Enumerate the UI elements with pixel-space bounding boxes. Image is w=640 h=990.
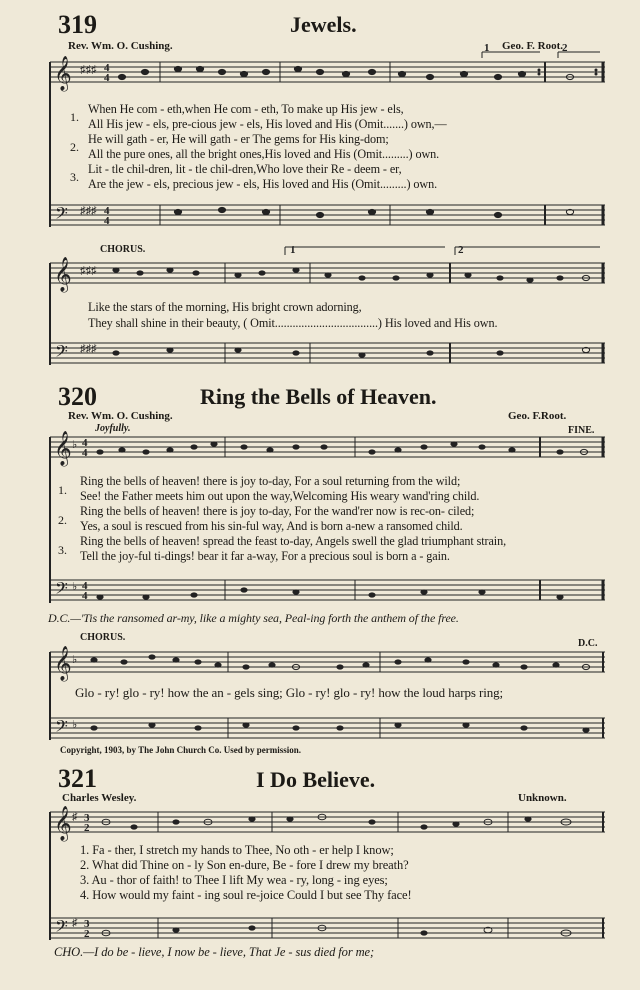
svg-text:♯♯♯: ♯♯♯ xyxy=(80,343,97,355)
words-credit: Charles Wesley. xyxy=(62,792,137,804)
lyric-line: Are the jew - els, precious jew - els, His loved and His (Omit.........) own. xyxy=(88,177,438,191)
svg-text:♯: ♯ xyxy=(72,811,78,823)
chorus-label: CHORUS. xyxy=(100,244,146,255)
hymn-number: 319 xyxy=(58,10,97,39)
svg-text:♯♯♯: ♯♯♯ xyxy=(80,64,97,76)
svg-text:♯♯♯: ♯♯♯ xyxy=(80,265,97,277)
hymn-title: I Do Believe. xyxy=(256,767,376,792)
svg-text:𝄢: 𝄢 xyxy=(55,203,68,227)
svg-text:2: 2 xyxy=(458,244,464,256)
svg-text:3: 3 xyxy=(84,918,90,930)
svg-text:𝄞: 𝄞 xyxy=(54,806,72,841)
svg-text:4: 4 xyxy=(104,72,110,84)
lyric-line: Ring the bells of heaven! there is joy to-day, For the wand'rer now is rec-on- ciled; xyxy=(80,504,475,518)
lyric-line: Lit - tle chil-dren, lit - tle chil-dren,Who love their Re - deem - er, xyxy=(88,162,402,176)
tempo-marking: Joyfully. xyxy=(95,423,131,434)
dc-marking: D.C. xyxy=(578,638,598,649)
lyric-line: All His jew - els, pre-cious jew - els, His loved and His (Omit.......) own,— xyxy=(88,117,447,131)
verse-number: 2. xyxy=(70,140,79,154)
svg-text:♭: ♭ xyxy=(72,439,78,451)
lyric-line: Tell the joy-ful ti-dings! bear it far a-way, For a precious soul is born a - gain. xyxy=(80,549,450,563)
svg-text:𝄞: 𝄞 xyxy=(54,56,72,91)
svg-text:4: 4 xyxy=(82,447,88,459)
svg-text:𝄞: 𝄞 xyxy=(54,646,72,681)
lyric-line: 3. Au - thor of faith! to Thee I lift My wea - ry, long - ing eyes; xyxy=(80,873,388,887)
cho-line: CHO.—I do be - lieve, I now be - lieve, That Je - sus died for me; xyxy=(54,945,375,959)
music-credit: Geo. F. Root. xyxy=(502,40,564,52)
hymn-title: Jewels. xyxy=(290,12,357,37)
verse-number: 3. xyxy=(58,543,67,557)
lyric-line: He will gath - er, He will gath - er The gems for His king-dom; xyxy=(88,132,389,146)
svg-text:𝄢: 𝄢 xyxy=(55,916,68,940)
hymn-number: 321 xyxy=(58,764,97,793)
lyric-line: When He com - eth,when He com - eth, To make up His jew - els, xyxy=(88,102,404,116)
svg-text:3: 3 xyxy=(84,812,90,824)
verse-number: 2. xyxy=(58,513,67,527)
svg-text:2: 2 xyxy=(84,928,90,940)
chorus-line: Like the stars of the morning, His bright crown adorning, xyxy=(88,300,362,314)
svg-text:4: 4 xyxy=(104,215,110,227)
chorus-line: Glo - ry! glo - ry! how the an - gels sing; Glo - ry! glo - ry! how the loud harps ring; xyxy=(75,685,504,700)
svg-text:♭: ♭ xyxy=(72,654,78,666)
hymn-title: Ring the Bells of Heaven. xyxy=(200,384,437,409)
svg-text:2: 2 xyxy=(562,42,568,54)
svg-text:♯: ♯ xyxy=(72,917,78,929)
verse-number: 3. xyxy=(70,170,79,184)
svg-text:4: 4 xyxy=(82,580,88,592)
svg-text:1: 1 xyxy=(290,244,296,256)
hymn-number: 320 xyxy=(58,382,97,411)
chorus-line: They shall shine in their beauty, ( Omit...................................) His loved and His own. xyxy=(88,316,498,330)
lyric-line: 4. How would my faint - ing soul re-joice Could I but see Thy face! xyxy=(80,888,412,902)
svg-text:𝄢: 𝄢 xyxy=(55,341,68,365)
chorus-label: CHORUS. xyxy=(80,632,126,643)
svg-text:4: 4 xyxy=(104,62,110,74)
svg-text:𝄢: 𝄢 xyxy=(55,716,68,740)
svg-text:4: 4 xyxy=(82,590,88,602)
music-credit: Unknown. xyxy=(518,792,567,804)
lyric-line: 1. Fa - ther, I stretch my hands to Thee, No oth - er help I know; xyxy=(80,843,394,857)
svg-text:𝄞: 𝄞 xyxy=(54,431,72,466)
svg-text:♯♯♯: ♯♯♯ xyxy=(80,205,97,217)
lyric-line: Ring the bells of heaven! there is joy to-day, For a soul returning from the wild; xyxy=(80,474,461,488)
lyric-line: Yes, a soul is rescued from his sin-ful way, And is born a-new a ransomed child. xyxy=(80,519,463,533)
music-credit: Geo. F.Root. xyxy=(508,410,567,422)
lyric-line: See! the Father meets him out upon the way,Welcoming His weary wand'ring child. xyxy=(80,489,480,503)
svg-text:4: 4 xyxy=(104,205,110,217)
lyric-line: 2. What did Thine on - ly Son en-dure, Be - fore I drew my breath? xyxy=(80,858,409,872)
words-credit: Rev. Wm. O. Cushing. xyxy=(68,410,173,422)
lyric-line: All the pure ones, all the bright ones,His loved and His (Omit.........) own. xyxy=(88,147,440,161)
dc-line: D.C.—'Tis the ransomed ar-my, like a mighty sea, Peal-ing forth the anthem of the free. xyxy=(48,611,459,625)
verse-number: 1. xyxy=(70,110,79,124)
svg-text:♭: ♭ xyxy=(72,719,78,731)
svg-text:𝄢: 𝄢 xyxy=(55,578,68,602)
words-credit: Rev. Wm. O. Cushing. xyxy=(68,40,173,52)
verse-number: 1. xyxy=(58,483,67,497)
lyric-line: Ring the bells of heaven! spread the feast to-day, Angels swell the glad triumphant strain, xyxy=(80,534,507,548)
svg-text:4: 4 xyxy=(82,437,88,449)
svg-text:2: 2 xyxy=(84,822,90,834)
copyright-notice: Copyright, 1903, by The John Church Co. Used by permission. xyxy=(60,745,301,755)
svg-text:1: 1 xyxy=(484,42,490,54)
svg-text:♭: ♭ xyxy=(72,581,78,593)
fine-marking: FINE. xyxy=(568,425,595,436)
svg-text:𝄞: 𝄞 xyxy=(54,257,72,292)
